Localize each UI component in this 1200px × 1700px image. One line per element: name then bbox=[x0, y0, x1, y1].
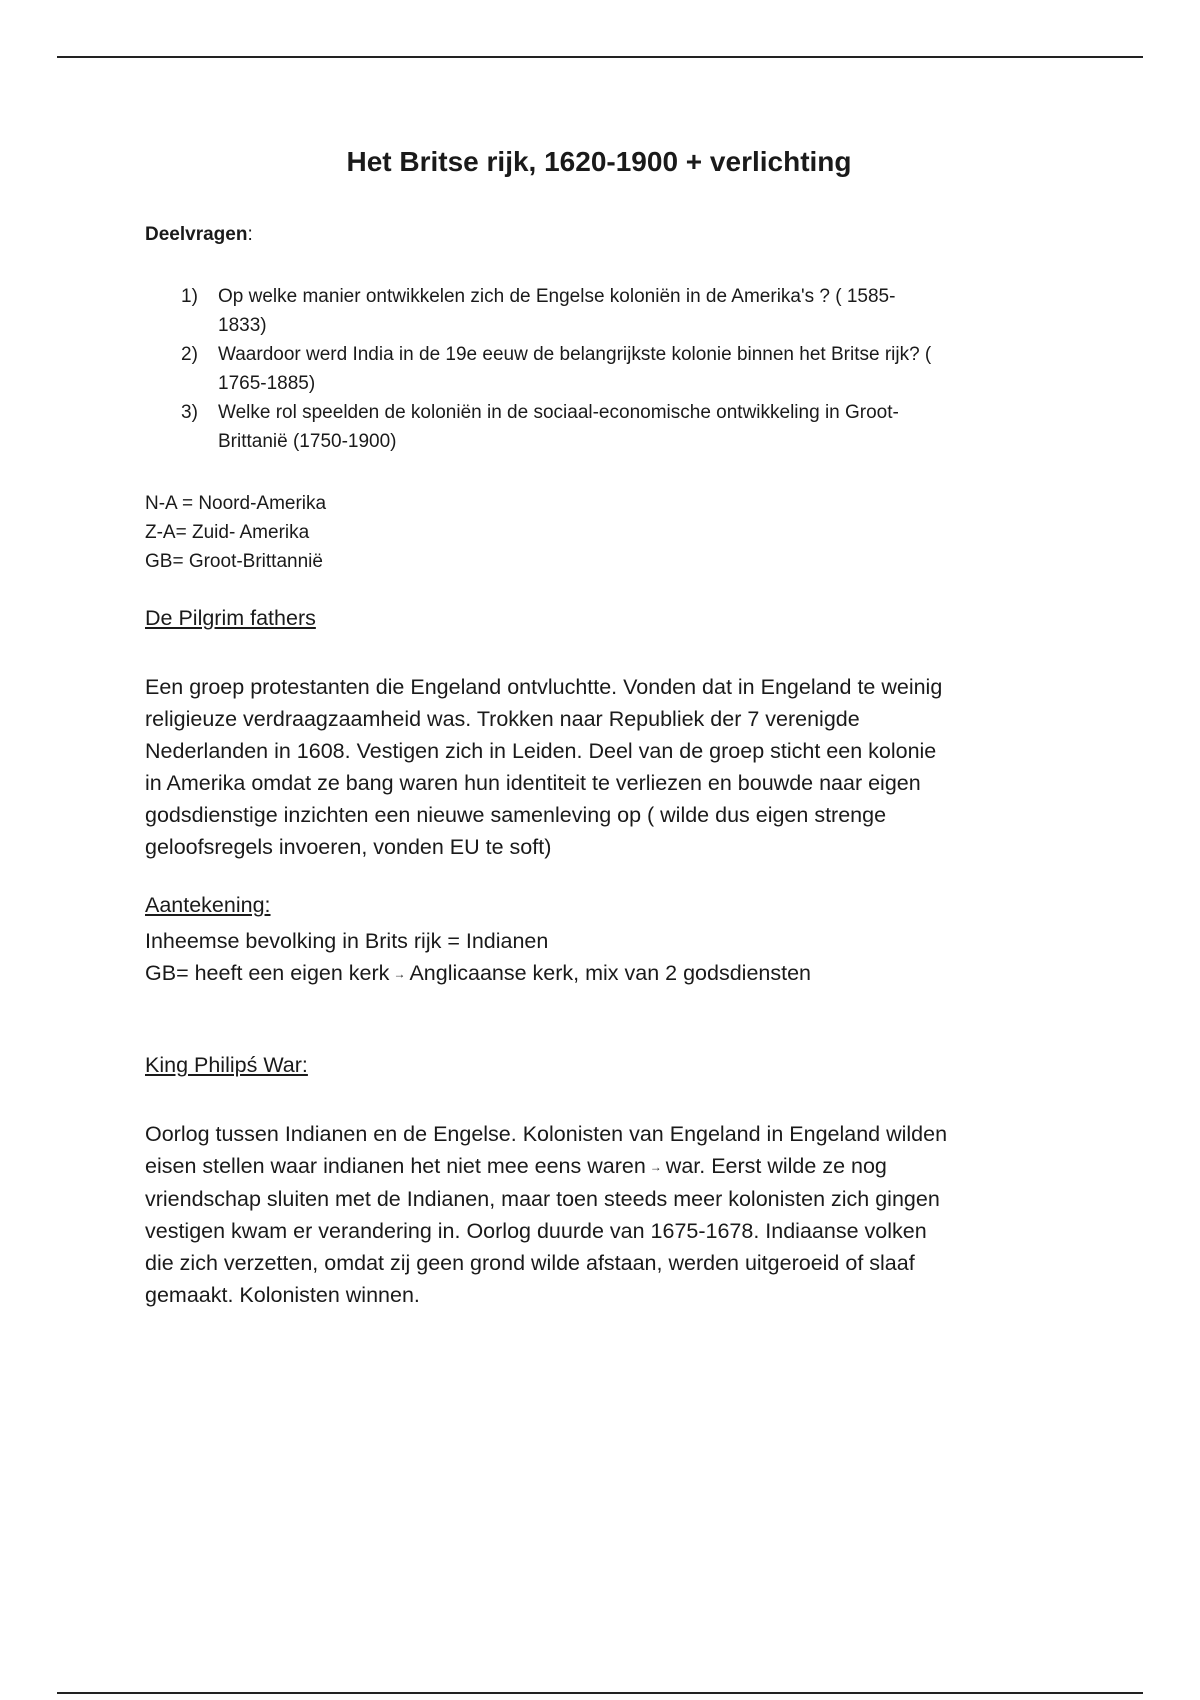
arrow-right-icon: → bbox=[393, 967, 406, 982]
paragraph-line: religieuze verdraagzaamheid was. Trokken naar Republiek der 7 verenigde bbox=[145, 707, 860, 731]
paragraph-line: vestigen kwam er verandering in. Oorlog duurde van 1675-1678. Indiaanse volken bbox=[145, 1219, 927, 1244]
paragraph-line: Nederlanden in 1608. Vestigen zich in Leiden. Deel van de groep sticht een kolonie bbox=[145, 739, 937, 763]
deelvragen-label: Deelvragen bbox=[145, 224, 248, 245]
deelvragen-colon: : bbox=[247, 224, 253, 245]
paragraph-line: gemaakt. Kolonisten winnen. bbox=[145, 1283, 420, 1308]
pilgrim-paragraph bbox=[145, 671, 1065, 863]
aantekening-heading: Aantekening: bbox=[145, 893, 271, 917]
arrow-right-icon: → bbox=[649, 1160, 662, 1175]
note-line bbox=[145, 957, 811, 990]
question-item bbox=[145, 282, 1065, 340]
question-number: 2) bbox=[181, 344, 198, 365]
pilgrim-heading: De Pilgrim fathers bbox=[145, 606, 316, 630]
paragraph-line: Een groep protestanten die Engeland ontvluchtte. Vonden dat in Engeland te weinig bbox=[145, 675, 943, 699]
abbreviation-list bbox=[145, 489, 326, 576]
question-list bbox=[145, 282, 1065, 456]
question-line: Waardoor werd India in de 19e eeuw de belangrijkste kolonie binnen het Britse rijk? ( bbox=[218, 344, 932, 365]
paragraph-line bbox=[145, 1150, 1065, 1183]
paragraph-line: geloofsregels invoeren, vonden EU te soft) bbox=[145, 835, 552, 859]
line-text: war. Eerst wilde ze nog bbox=[665, 1154, 887, 1178]
question-number: 3) bbox=[181, 402, 198, 423]
abbreviation-item: Z-A= Zuid- Amerika bbox=[145, 522, 310, 543]
note-line: Inheemse bevolking in Brits rijk = Indianen bbox=[145, 929, 549, 953]
question-number: 1) bbox=[181, 286, 198, 307]
aantekening-notes bbox=[145, 925, 811, 990]
paragraph-line: godsdienstige inzichten een nieuwe samenleving op ( wilde dus eigen strenge bbox=[145, 803, 887, 827]
question-line: Welke rol speelden de koloniën in de sociaal-economische ontwikkeling in Groot- bbox=[218, 402, 899, 423]
deelvragen-heading bbox=[145, 224, 253, 246]
question-line: 1765-1885) bbox=[218, 373, 316, 394]
paragraph-line: die zich verzetten, omdat zij geen grond wilde afstaan, werden uitgeroeid of slaaf bbox=[145, 1251, 915, 1276]
question-item bbox=[145, 340, 1065, 398]
note-text: GB= heeft een eigen kerk bbox=[145, 961, 390, 985]
page-title: Het Britse rijk, 1620-1900 + verlichting bbox=[346, 146, 852, 177]
top-rule bbox=[57, 56, 1143, 58]
paragraph-line: vriendschap sluiten met de Indianen, maar toen steeds meer kolonisten zich gingen bbox=[145, 1187, 940, 1212]
question-line: Brittanië (1750-1900) bbox=[218, 431, 397, 452]
note-text: Anglicaanse kerk, mix van 2 godsdiensten bbox=[409, 961, 811, 985]
line-text: eisen stellen waar indianen het niet mee eens waren bbox=[145, 1154, 646, 1178]
paragraph-line: in Amerika omdat ze bang waren hun identiteit te verliezen en bouwde naar eigen bbox=[145, 771, 921, 795]
bottom-rule bbox=[57, 1692, 1143, 1694]
king-philip-paragraph bbox=[145, 1118, 1065, 1311]
question-line: Op welke manier ontwikkelen zich de Engelse koloniën in de Amerika's ? ( 1585- bbox=[218, 286, 896, 307]
question-line: 1833) bbox=[218, 315, 267, 336]
abbreviation-item: GB= Groot-Brittannië bbox=[145, 551, 323, 572]
king-philip-heading: King Philipś War: bbox=[145, 1053, 308, 1077]
question-item bbox=[145, 398, 1065, 456]
paragraph-line: Oorlog tussen Indianen en de Engelse. Kolonisten van Engeland in Engeland wilden bbox=[145, 1122, 948, 1146]
abbreviation-item: N-A = Noord-Amerika bbox=[145, 493, 327, 514]
